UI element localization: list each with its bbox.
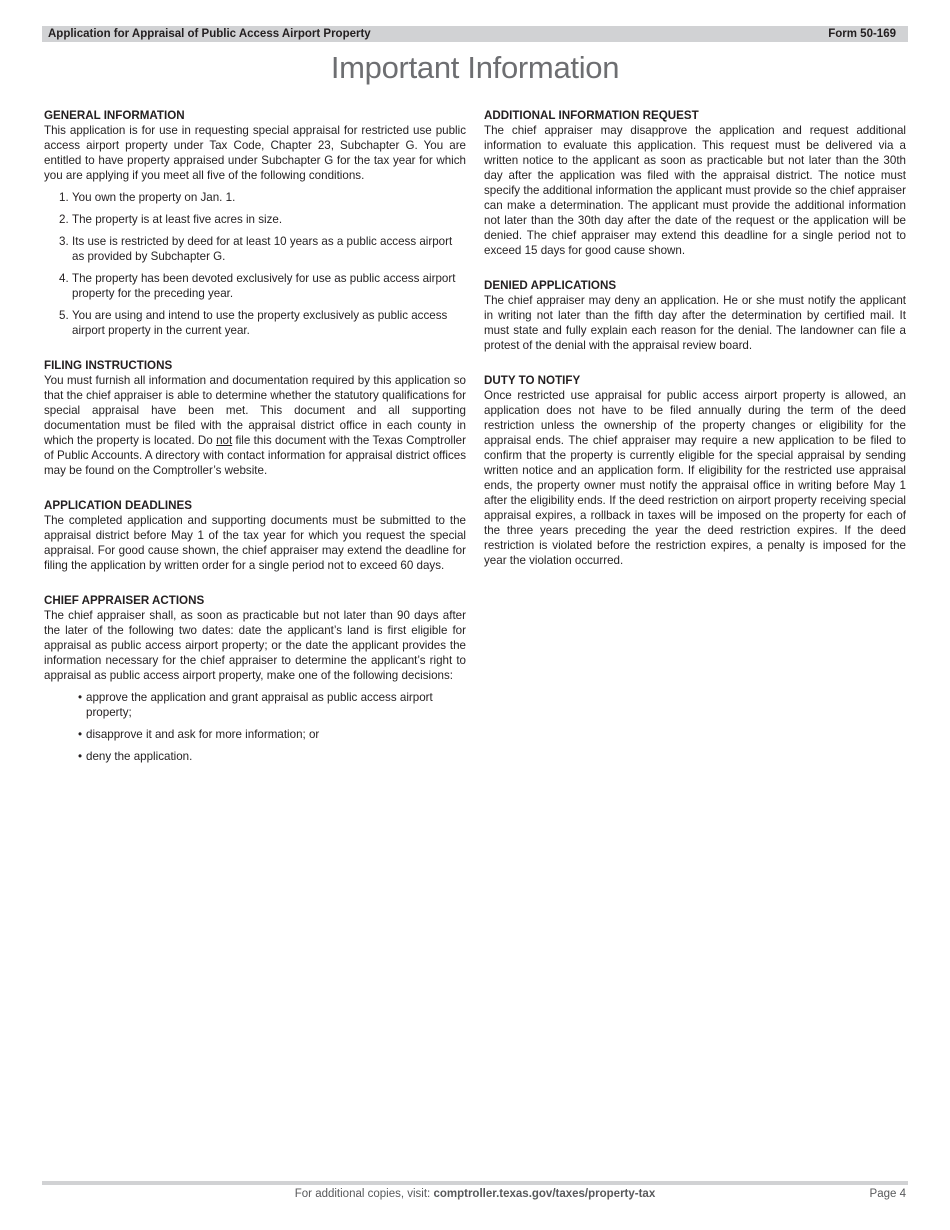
list-item-text: You own the property on Jan. 1.	[72, 191, 236, 204]
list-item-text: Its use is restricted by deed for at least 10 years as a public access airport as provided by Subchapter G.	[72, 235, 453, 263]
list-item-text: disapprove it and ask for more information; or	[86, 728, 320, 741]
denied-applications-heading: DENIED APPLICATIONS	[484, 279, 617, 292]
left-column	[44, 108, 466, 784]
duty-to-notify-body: Once restricted use appraisal for public access airport property is allowed, an application does not have to be filed annually during the term of the deed restriction unless the ownership of the property changes or eligibility for the appraisal ends. The chief appraiser may require a new application to be filed to confirm that the property is currently eligible for the special appraisal by sending written notice and an application form. If eligibility for the restricted use appraisal ends, the property owner must notify the appraisal office in writing before May 1 after the eligibility ends. If the deed restriction on airport property receiving special appraisal expires, a rollback in taxes will be imposed on the property for each of the three years preceding the year the deed restriction expires. If the deed restriction is violated before the restriction expires, a penalty is imposed for the year the violation occurred.	[484, 389, 906, 567]
general-information-section	[44, 108, 466, 338]
footer-prefix: For additional copies, visit:	[294, 1188, 434, 1200]
list-number: 5.	[59, 309, 69, 322]
chief-appraiser-actions-section	[44, 593, 466, 764]
bullet-icon: •	[78, 728, 83, 741]
page-number: Page 4	[869, 1188, 906, 1200]
form-title: Application for Appraisal of Public Access Airport Property	[48, 28, 371, 40]
list-number: 3.	[59, 235, 69, 248]
filing-body-emphasis: not	[216, 434, 233, 447]
decisions-list	[44, 690, 466, 764]
list-item	[44, 190, 466, 205]
list-item	[44, 212, 466, 227]
list-item-text: You are using and intend to use the property exclusively as public access airport property in the current year.	[72, 309, 448, 337]
list-number: 1.	[59, 191, 69, 204]
list-item	[44, 271, 466, 301]
page-title: Important Information	[330, 50, 620, 85]
filing-body-part: file this document with the Texas Comptroller of Public Accounts. A directory with contact information for appraisal district offices may be found on the Comptroller’s website.	[44, 434, 466, 477]
additional-information-body: The chief appraiser may disapprove the application and request additional information to evaluate this application. This request must be delivered via a written notice to the applicant as soon as practicable but not later than the 30th day after the application was filed with the appraisal district. The notice must specify the additional information the applicant must provide so the chief appraiser can make a determination. The applicant must provide the additional information not later than the 30th day after the date of the request or the application will be denied. The chief appraiser may extend this deadline for a single period not to exceed 15 days for good cause shown.	[484, 124, 906, 257]
list-item	[44, 749, 466, 764]
application-deadlines-heading: APPLICATION DEADLINES	[44, 499, 192, 512]
list-number: 2.	[59, 213, 69, 226]
filing-instructions-section	[44, 358, 466, 478]
list-number: 4.	[59, 272, 69, 285]
list-item	[44, 690, 466, 720]
list-item-text: deny the application.	[86, 750, 193, 763]
additional-information-section	[484, 108, 906, 258]
chief-appraiser-actions-body: The chief appraiser shall, as soon as practicable but not later than 90 days after the later of the following two dates: date the applicant’s land is first eligible for appraisal as public access airport property; or the date the applicant provides the information necessary for the chief appraiser to determine the applicant’s right to appraisal as public access airport property, make one of the following decisions:	[44, 609, 466, 682]
list-item	[44, 234, 466, 264]
filing-instructions-body	[44, 373, 466, 478]
right-column	[484, 108, 906, 588]
bullet-icon: •	[78, 750, 83, 763]
list-item-text: approve the application and grant appraisal as public access airport property;	[86, 691, 433, 719]
additional-information-heading: ADDITIONAL INFORMATION REQUEST	[484, 109, 699, 122]
application-deadlines-body: The completed application and supporting documents must be submitted to the appraisal district before May 1 of the tax year for which you request the special appraisal. For good cause shown, the chief appraiser may extend the deadline for filing the application by written order for a single period not to exceed 60 days.	[44, 514, 466, 572]
chief-appraiser-actions-heading: CHIEF APPRAISER ACTIONS	[44, 594, 205, 607]
duty-to-notify-section	[484, 373, 906, 568]
application-deadlines-section	[44, 498, 466, 573]
duty-to-notify-heading: DUTY TO NOTIFY	[484, 374, 581, 387]
footer-url-link[interactable]: comptroller.texas.gov/taxes/property-tax	[433, 1188, 656, 1200]
general-information-body: This application is for use in requesting special appraisal for restricted use public access airport property under Tax Code, Chapter 23, Subchapter G. You are entitled to have property appraised under Subchapter G for the tax year for which you are applying if you meet all five of the following conditions.	[44, 124, 466, 182]
form-header-bar	[42, 26, 908, 42]
footer-divider	[42, 1181, 908, 1185]
general-information-heading: GENERAL INFORMATION	[44, 109, 185, 122]
list-item	[44, 308, 466, 338]
form-number: Form 50-169	[828, 28, 896, 40]
list-item-text: The property is at least five acres in size.	[72, 213, 283, 226]
bullet-icon: •	[78, 691, 83, 704]
footer-copies-note	[0, 1188, 950, 1200]
list-item-text: The property has been devoted exclusively for use as public access airport property for the preceding year.	[72, 272, 456, 300]
denied-applications-section	[484, 278, 906, 353]
filing-instructions-heading: FILING INSTRUCTIONS	[44, 359, 173, 372]
filing-body-part: You must furnish all information and documentation required by this application so that the chief appraiser is able to determine whether the statutory qualifications for special appraisal have been met. This document and all supporting documentation must be filed with the appraisal district office in each county in which the property is located. Do	[44, 374, 466, 447]
conditions-list	[44, 190, 466, 338]
denied-applications-body: The chief appraiser may deny an application. He or she must notify the applicant in writing not later than the fifth day after the determination by certified mail. It must state and fully explain each reason for the denial. The landowner can file a protest of the denial with the appraisal review board.	[484, 294, 906, 352]
list-item	[44, 727, 466, 742]
